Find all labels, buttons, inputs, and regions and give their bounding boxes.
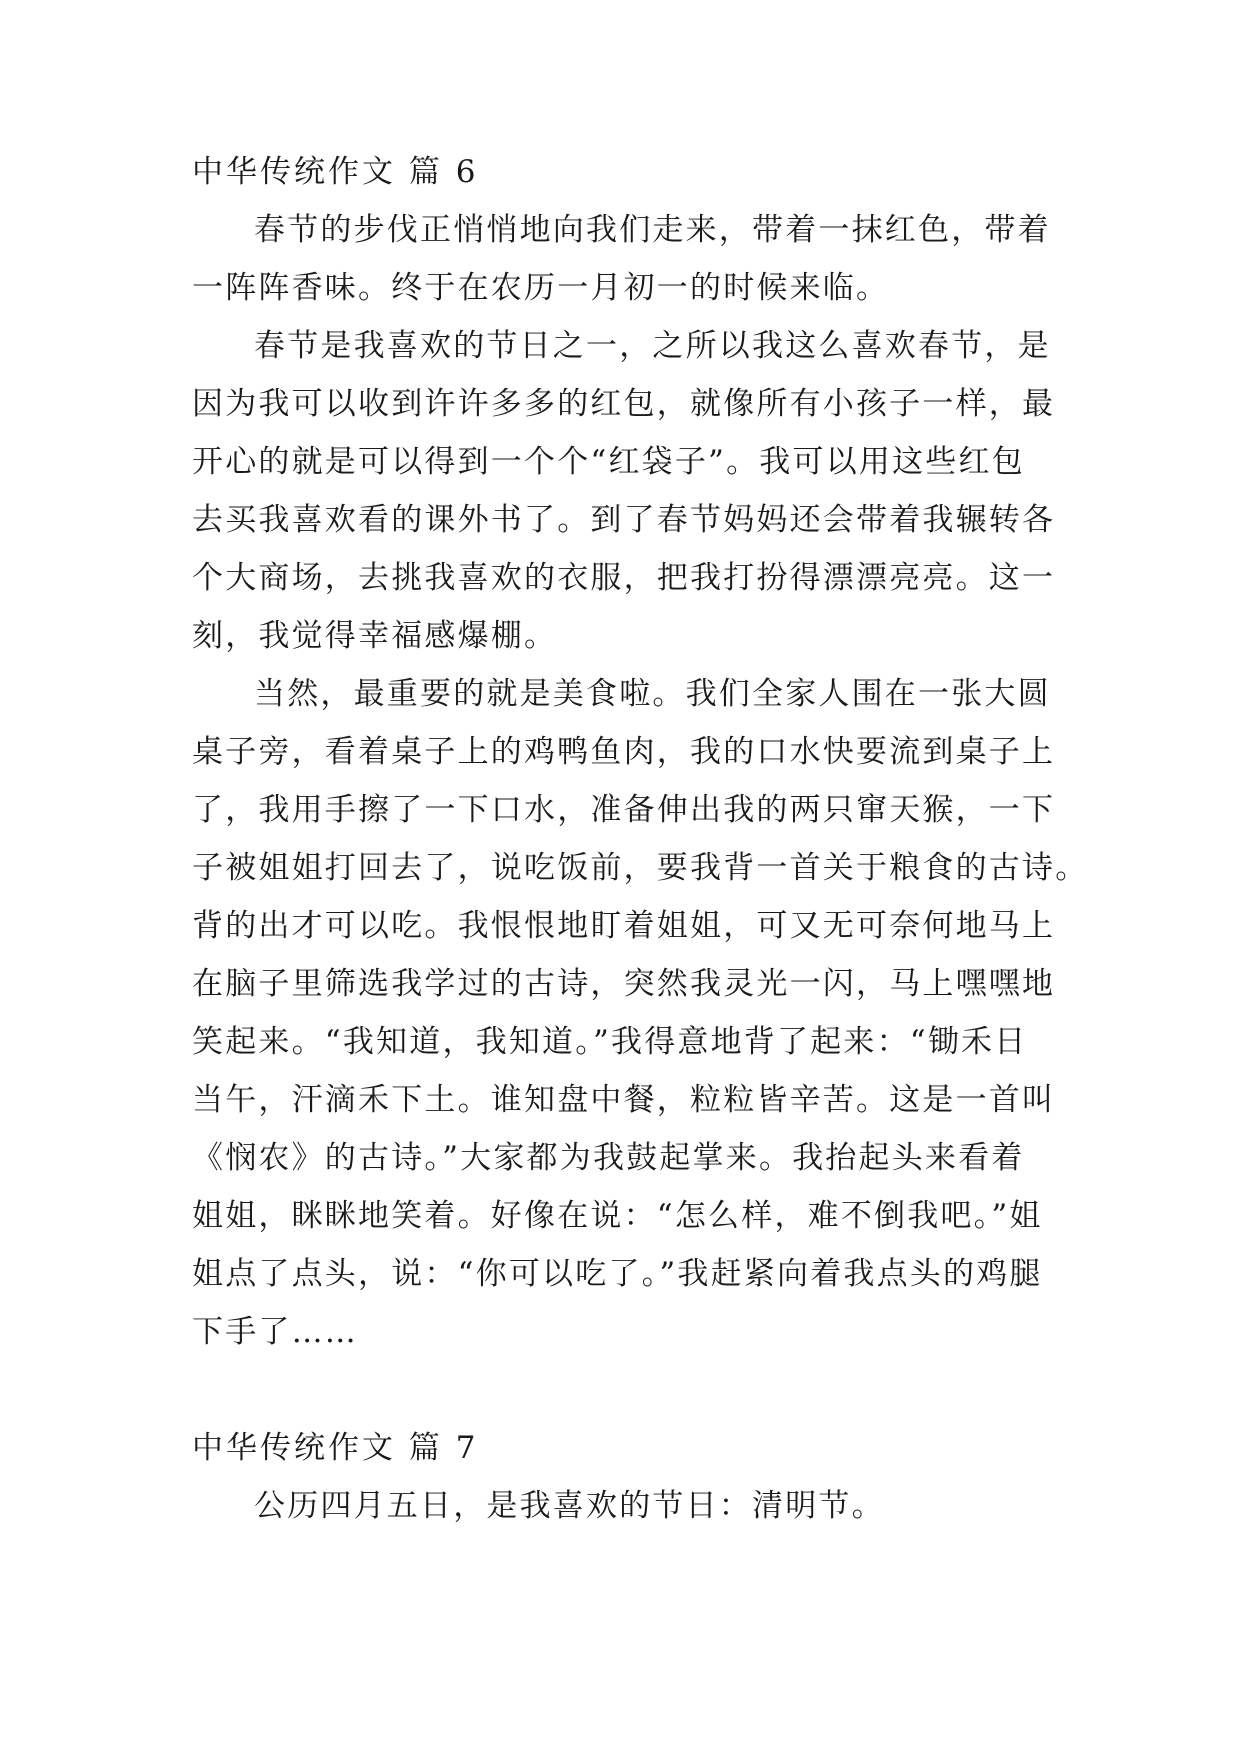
section-title: 中华传统作文 篇 6	[192, 154, 479, 190]
paragraph-line: 《悯农》的古诗。”大家都为我鼓起掌来。我抬起头来看着	[192, 1140, 1025, 1176]
section-title: 中华传统作文 篇 7	[192, 1430, 479, 1466]
paragraph-line: 在脑子里筛选我学过的古诗，突然我灵光一闪，马上嘿嘿地	[192, 966, 1056, 1002]
paragraph-line: 公历四月五日，是我喜欢的节日：清明节。	[254, 1488, 885, 1524]
paragraph-line: 子被姐姐打回去了，说吃饭前，要我背一首关于粮食的古诗。	[192, 850, 1089, 886]
paragraph-line: 姐点了点头，说：“你可以吃了。”我赶紧向着我点头的鸡腿	[192, 1256, 1043, 1292]
paragraph-line: 下手了……	[192, 1314, 358, 1350]
paragraph-line: 笑起来。“我知道，我知道。”我得意地背了起来：“锄禾日	[192, 1024, 1028, 1060]
paragraph-line: 背的出才可以吃。我恨恨地盯着姐姐，可又无可奈何地马上	[192, 908, 1056, 944]
paragraph-line: 开心的就是可以得到一个个“红袋子”。我可以用这些红包	[192, 444, 1025, 480]
paragraph-line: 春节的步伐正悄悄地向我们走来，带着一抹红色，带着	[254, 212, 1051, 248]
paragraph-line: 个大商场，去挑我喜欢的衣服，把我打扮得漂漂亮亮。这一	[192, 560, 1056, 596]
paragraph-line: 去买我喜欢看的课外书了。到了春节妈妈还会带着我辗转各	[192, 502, 1056, 538]
paragraph-line: 刻，我觉得幸福感爆棚。	[192, 618, 558, 654]
paragraph-line: 了，我用手擦了一下口水，准备伸出我的两只窜天猴，一下	[192, 792, 1056, 828]
paragraph-line: 桌子旁，看着桌子上的鸡鸭鱼肉，我的口水快要流到桌子上	[192, 734, 1056, 770]
paragraph-line: 因为我可以收到许许多多的红包，就像所有小孩子一样，最	[192, 386, 1056, 422]
paragraph-line: 春节是我喜欢的节日之一，之所以我这么喜欢春节，是	[254, 328, 1051, 364]
paragraph-line: 姐姐，眯眯地笑着。好像在说：“怎么样，难不倒我吧。”姐	[192, 1198, 1043, 1234]
paragraph-line: 一阵阵香味。终于在农历一月初一的时候来临。	[192, 270, 890, 306]
paragraph-line: 当午，汗滴禾下土。谁知盘中餐，粒粒皆辛苦。这是一首叫	[192, 1082, 1056, 1118]
paragraph-line: 当然，最重要的就是美食啦。我们全家人围在一张大圆	[254, 676, 1051, 712]
